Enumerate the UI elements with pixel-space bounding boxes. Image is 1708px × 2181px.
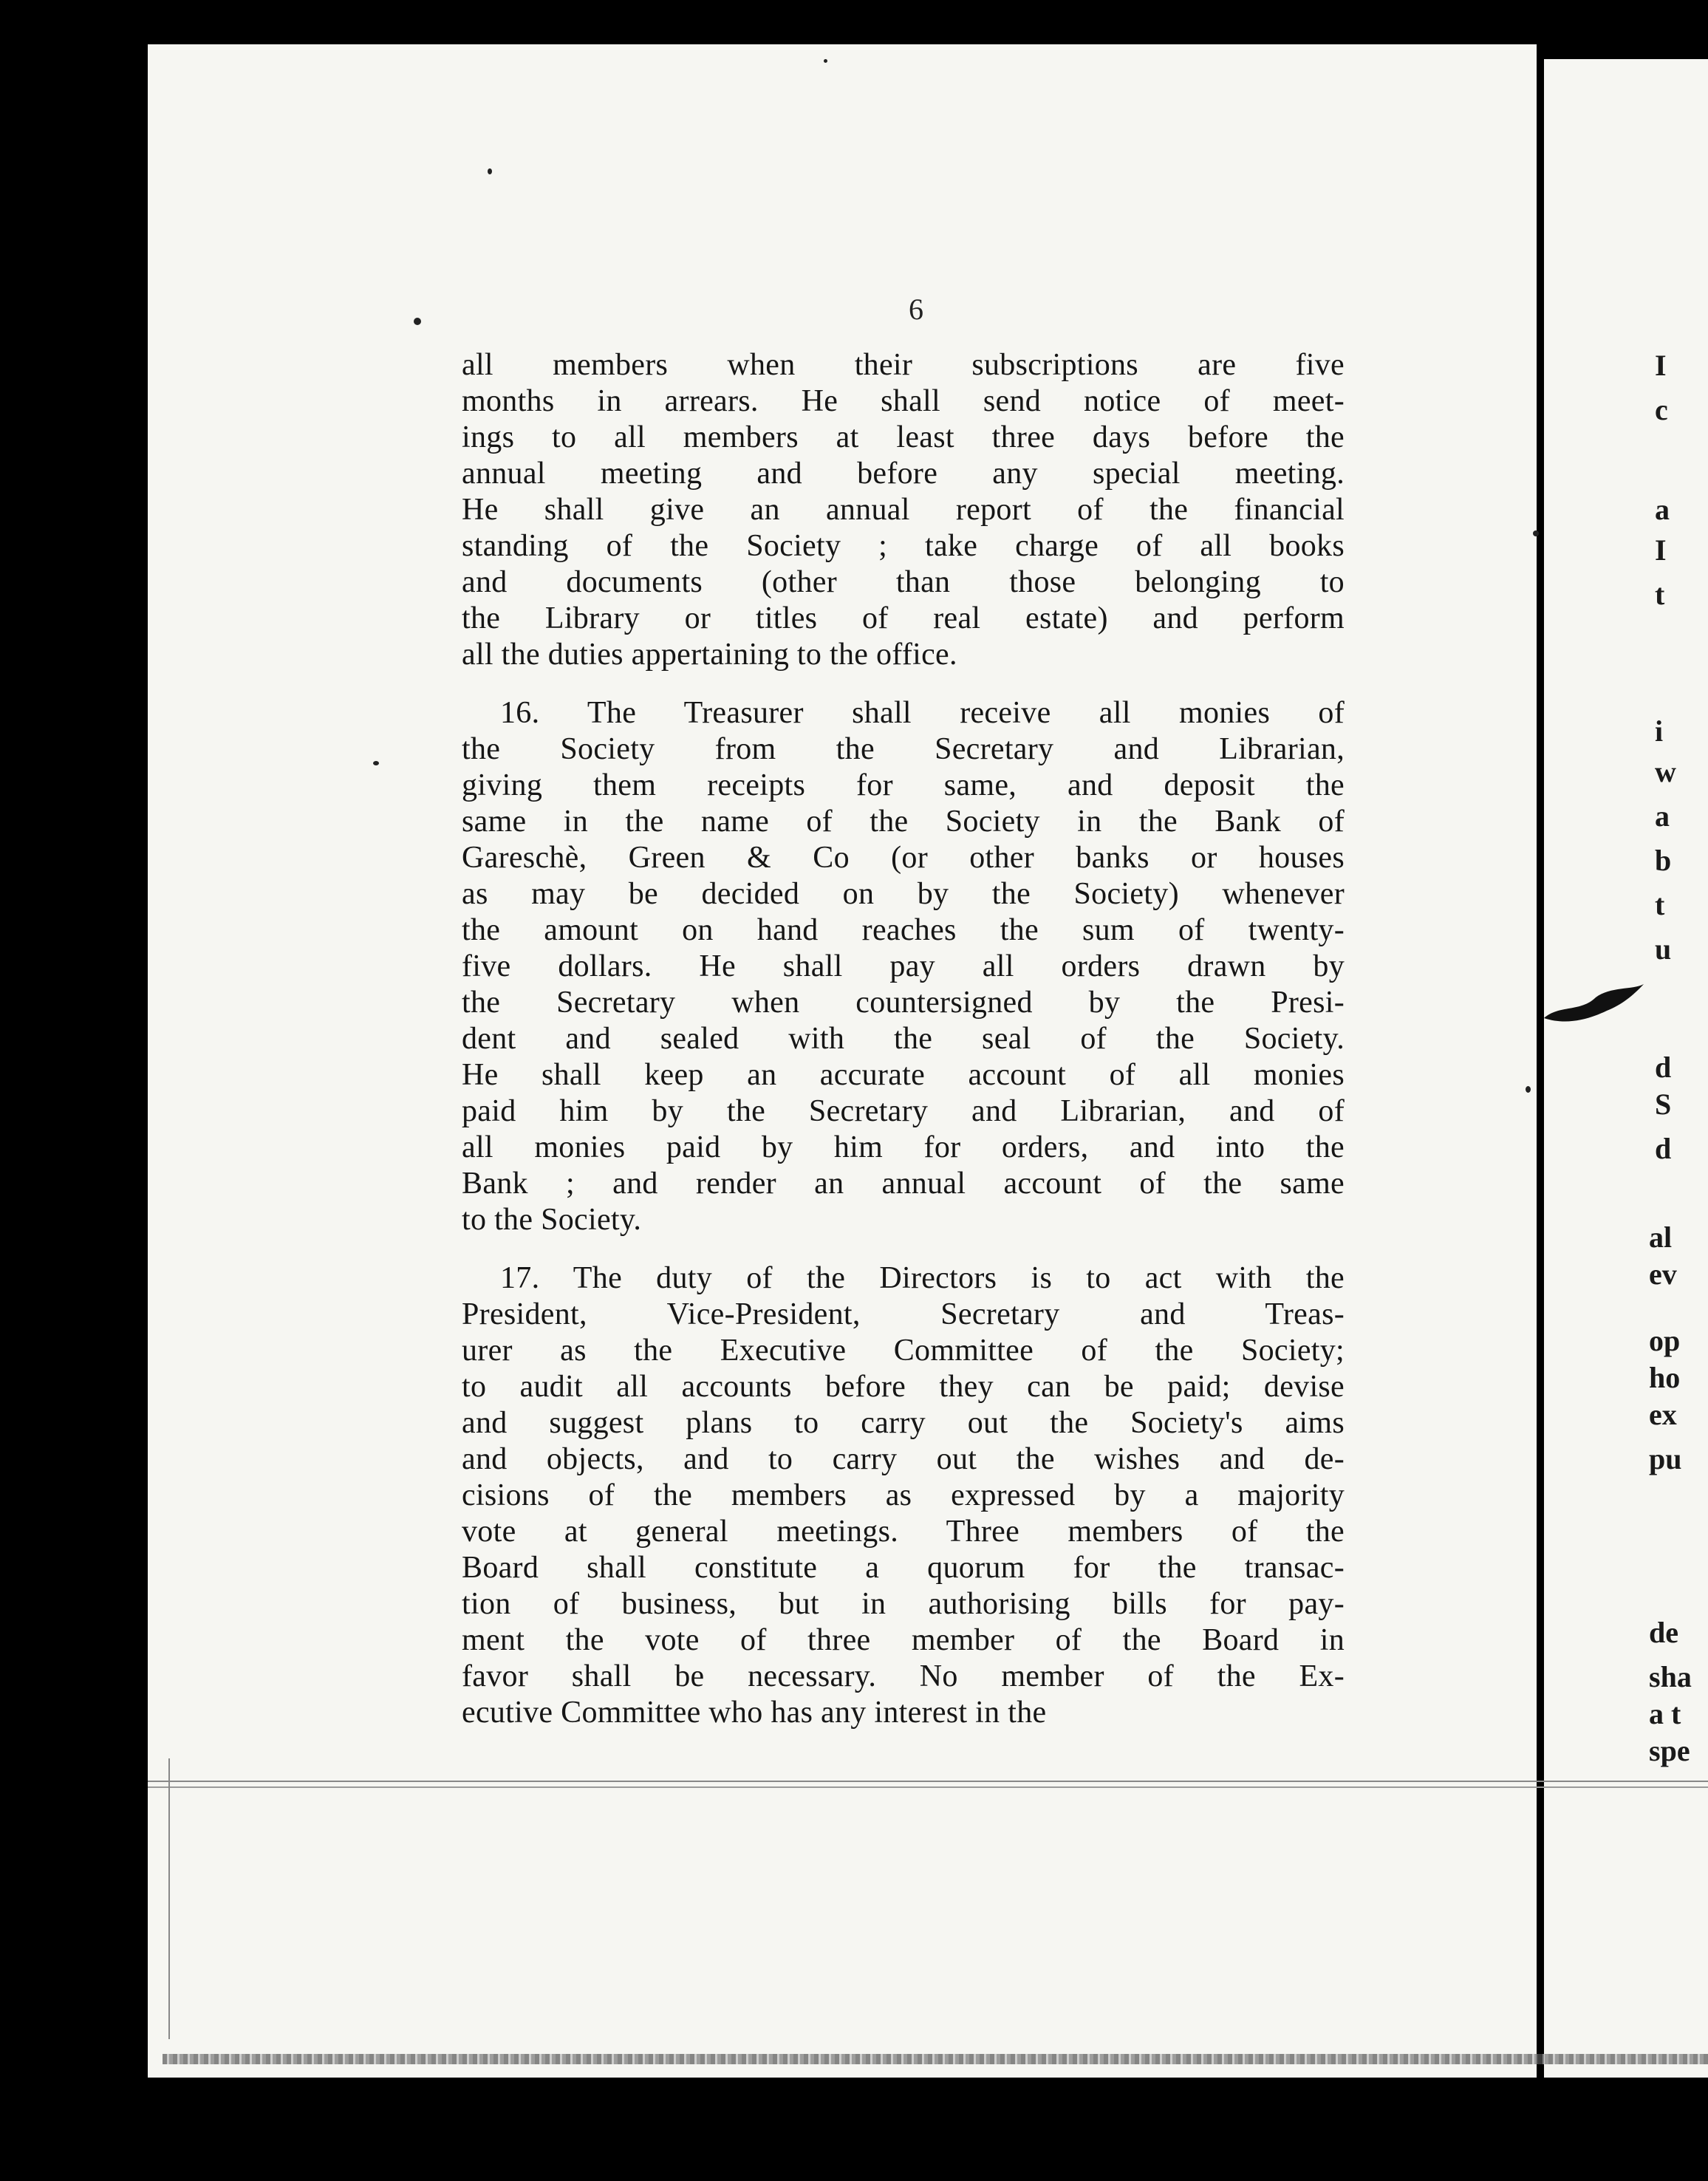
facing-page-fragment: w xyxy=(1655,755,1676,788)
paragraph-section-16 xyxy=(462,695,1345,1238)
facing-page-fragment: I xyxy=(1655,349,1667,382)
dust-speck xyxy=(373,761,379,765)
text-line: giving them receipts for same, and deposit the xyxy=(462,768,1345,802)
scan-bottom-edge xyxy=(163,2054,1708,2064)
facing-page-fragment: S xyxy=(1655,1088,1672,1121)
facing-page-fragment: sha xyxy=(1649,1660,1692,1693)
text-line: standing of the Society ; take charge of all books xyxy=(462,529,1345,563)
text-line: the Secretary when countersigned by the Presi- xyxy=(462,986,1345,1020)
text-line: 16. The Treasurer shall receive all monies of xyxy=(500,696,1345,730)
facing-page-fragment: I xyxy=(1655,533,1667,567)
text-line: Bank ; and render an annual account of the same xyxy=(462,1167,1345,1201)
facing-page-fragment: a xyxy=(1655,799,1670,833)
paragraph-section-17 xyxy=(462,1260,1345,1731)
dust-speck xyxy=(1533,530,1539,536)
text-line: as may be decided on by the Society) whenever xyxy=(462,877,1345,911)
text-line: annual meeting and before any special meeting. xyxy=(462,457,1345,491)
text-line: cisions of the members as expressed by a majority xyxy=(462,1478,1345,1512)
text-line: and documents (other than those belonging to xyxy=(462,565,1345,599)
text-line: to audit all accounts before they can be paid; devise xyxy=(462,1370,1345,1404)
page-fold-rule xyxy=(148,1781,1708,1788)
dust-speck xyxy=(414,318,421,325)
facing-page-fragment: de xyxy=(1649,1616,1678,1649)
text-line: tion of business, but in authorising bills for pay- xyxy=(462,1587,1345,1621)
facing-page-fragment: spe xyxy=(1649,1734,1690,1767)
text-line: the Society from the Secretary and Librarian, xyxy=(462,732,1345,766)
page-number: 6 xyxy=(909,293,923,326)
text-line: five dollars. He shall pay all orders drawn by xyxy=(462,949,1345,983)
text-line: to the Society. xyxy=(462,1203,642,1237)
text-line: He shall keep an accurate account of all monies xyxy=(462,1058,1345,1092)
facing-page-fragment: ho xyxy=(1649,1361,1681,1394)
text-line: ings to all members at least three days before the xyxy=(462,420,1345,454)
dust-speck xyxy=(824,59,827,63)
text-line: President, Vice-President, Secretary and Treas- xyxy=(462,1297,1345,1331)
facing-page-fragment: a xyxy=(1655,493,1670,526)
text-line: ment the vote of three member of the Board in xyxy=(462,1623,1345,1657)
text-line: the Library or titles of real estate) and perform xyxy=(462,601,1345,635)
text-line: He shall give an annual report of the financial xyxy=(462,493,1345,527)
text-line: dent and sealed with the seal of the Society. xyxy=(462,1022,1345,1056)
facing-page-fragment: ex xyxy=(1649,1398,1677,1431)
text-line: urer as the Executive Committee of the Society; xyxy=(462,1334,1345,1368)
text-line: all the duties appertaining to the office. xyxy=(462,638,957,672)
ink-blot xyxy=(1537,983,1647,1027)
facing-page-fragment: d xyxy=(1655,1132,1672,1165)
body-text xyxy=(462,347,1345,1731)
facing-page-fragment: c xyxy=(1655,393,1668,426)
dust-speck xyxy=(488,168,492,174)
facing-page-fragment: op xyxy=(1649,1324,1681,1357)
facing-page-fragment: d xyxy=(1655,1051,1672,1084)
text-line: paid him by the Secretary and Librarian, and of xyxy=(462,1094,1345,1128)
facing-page xyxy=(1544,59,1708,2078)
facing-page-fragment: ev xyxy=(1649,1257,1677,1291)
text-line: ecutive Committee who has any interest in the xyxy=(462,1696,1047,1730)
facing-page-fragment: a t xyxy=(1649,1697,1681,1730)
dust-speck xyxy=(1526,1086,1531,1093)
text-line: months in arrears. He shall send notice of meet- xyxy=(462,384,1345,418)
paragraph-continuation xyxy=(462,347,1345,673)
facing-page-fragment: t xyxy=(1655,578,1665,611)
text-line: Board shall constitute a quorum for the transac- xyxy=(462,1551,1345,1585)
facing-page-fragment: b xyxy=(1655,844,1672,877)
text-line: favor shall be necessary. No member of the Ex- xyxy=(462,1659,1345,1693)
facing-page-fragment: t xyxy=(1655,888,1665,921)
text-line: the amount on hand reaches the sum of twenty- xyxy=(462,913,1345,947)
facing-page-fragment: u xyxy=(1655,932,1672,966)
facing-page-fragment: al xyxy=(1649,1221,1673,1254)
text-line: and objects, and to carry out the wishes and de- xyxy=(462,1442,1345,1476)
facing-page-fragment: pu xyxy=(1649,1442,1682,1475)
text-line: 17. The duty of the Directors is to act with the xyxy=(500,1261,1345,1295)
facing-page-fragment: i xyxy=(1655,714,1664,748)
page-edge-rule xyxy=(168,1758,170,2039)
text-line: same in the name of the Society in the Bank of xyxy=(462,805,1345,839)
text-line: all monies paid by him for orders, and into the xyxy=(462,1130,1345,1164)
text-line: and suggest plans to carry out the Society's aims xyxy=(462,1406,1345,1440)
text-line: all members when their subscriptions are five xyxy=(462,348,1345,382)
text-line: Gareschè, Green & Co (or other banks or houses xyxy=(462,841,1345,875)
text-line: vote at general meetings. Three members of the xyxy=(462,1515,1345,1549)
